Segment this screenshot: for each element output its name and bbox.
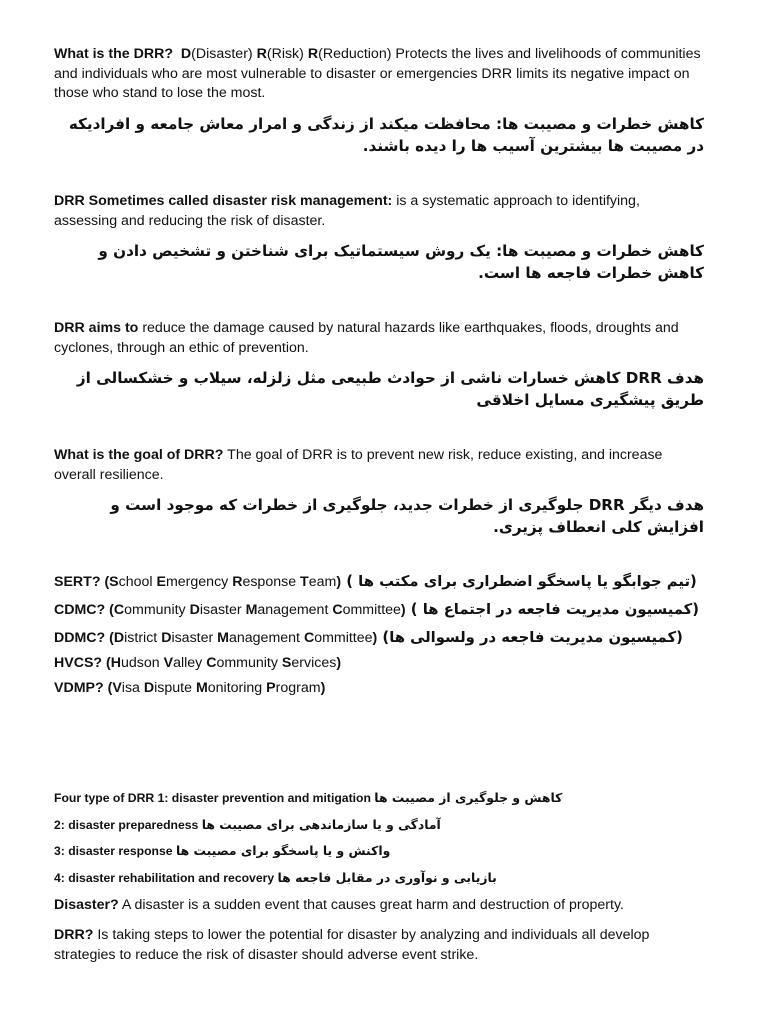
- abbreviation-initial: C: [113, 602, 125, 618]
- abbreviation-word-rest: esponse: [242, 574, 301, 590]
- abbreviation-initial: M: [217, 630, 229, 646]
- abbreviation-word-rest: udson: [121, 655, 164, 671]
- drr-type-persian: آمادگی و یا سازماندهی برای مصیبت ها: [201, 816, 441, 832]
- abbreviation-initial: D: [143, 680, 155, 696]
- abbreviation-initial: E: [156, 574, 166, 590]
- abbreviation-word-rest: mergency: [165, 574, 233, 590]
- abbreviation-initial: V: [163, 655, 174, 671]
- section-drr-steps: [54, 926, 704, 965]
- abbreviation-item: [54, 678, 704, 698]
- abbreviation-initial: V: [112, 680, 122, 696]
- question-label: What is the goal of DRR?: [54, 447, 224, 463]
- abbreviation-word-rest: alley: [173, 655, 207, 671]
- persian-translation: ( کمیسیون مدیریت فاجعه در اجتماع ها): [405, 601, 700, 618]
- abbreviation-word-rest: istrict: [124, 630, 162, 646]
- definition-text: Protects the lives and livelihoods of communities and individuals who are most vulnerable to disaster or emergencies DRR limits its negative impact on those who stand to lose the most.: [54, 46, 701, 101]
- abbreviation-word-rest: isaster: [171, 630, 218, 646]
- abbreviation-code: CDMC? (: [54, 602, 114, 618]
- abbreviation-item: [54, 600, 704, 620]
- abbreviation-initial: C: [332, 602, 343, 618]
- drr-type-english: 4: disaster rehabilitation and recovery: [54, 870, 275, 885]
- abbreviation-word-rest: eam: [308, 574, 337, 590]
- question-label: DRR?: [54, 927, 94, 943]
- abbreviation-word-rest: ommittee: [314, 630, 373, 646]
- abbreviation-initial: D: [113, 630, 125, 646]
- abbreviation-word-rest: ommittee: [342, 602, 401, 618]
- question-label: DRR aims to: [54, 320, 139, 336]
- abbreviation-code: SERT? (: [54, 574, 110, 590]
- drr-aims-paragraph: [54, 319, 704, 358]
- definition-text: is a systematic approach to identifying, assessing and reducing the risk of disaster.: [54, 193, 640, 229]
- abbreviation-initial: C: [303, 630, 315, 646]
- drr-type-item: [54, 870, 704, 886]
- abbreviation-word-rest: ommunity: [124, 602, 190, 618]
- drr-type-english: 3: disaster response: [54, 844, 173, 858]
- abbreviation-word-rest: onitoring: [207, 680, 267, 696]
- abbreviation-initial: T: [300, 574, 309, 590]
- persian-translation: هدف دیگر DRR جلوگیری از خطرات جدید، جلوگیری از خطرات که موجود است و افزایش کلی انعطاف پزیری.: [110, 496, 704, 536]
- abbreviation-close: ): [336, 655, 342, 671]
- abbreviation-code: HVCS? (: [54, 655, 111, 671]
- abbreviation-word-rest: isa: [121, 680, 144, 696]
- question-label: Disaster?: [54, 897, 119, 913]
- definition-text: A disaster is a sudden event that causes great harm and destruction of property.: [121, 897, 624, 913]
- abbreviation-initial: D: [189, 602, 200, 618]
- abbreviation-initial: M: [195, 680, 208, 696]
- abbreviation-word-rest: rogram: [275, 680, 321, 696]
- question-label: What is the DRR?: [54, 46, 174, 62]
- abbreviation-close: ): [336, 574, 342, 590]
- risk-management-paragraph: [54, 192, 704, 231]
- abbreviation-initial: C: [206, 655, 217, 671]
- abbreviation-initial: S: [281, 655, 292, 671]
- question-label: DRR Sometimes called disaster risk management:: [54, 193, 393, 209]
- abbreviation-item: [54, 628, 704, 648]
- section-drr-goal: [54, 446, 704, 538]
- abbreviation-word-rest: ommunity: [216, 655, 282, 671]
- section-what-is-drr: [54, 45, 704, 157]
- abbreviation-word-rest: ervices: [291, 655, 337, 671]
- abbreviation-close: ): [372, 630, 378, 646]
- abbreviation-word-rest: isaster: [199, 602, 246, 618]
- section-drr-aims: [54, 319, 704, 411]
- drr-type-item: [54, 817, 704, 833]
- abbreviation-initial: D: [161, 630, 172, 646]
- abbreviation-word-rest: chool: [118, 574, 157, 590]
- section-disaster: [54, 896, 704, 916]
- persian-translation: کاهش خطرات و مصیبت ها: یک روش سیستماتیک برای شناختن و تشخیص دادن و کاهش خطرات فاجعه ها است.: [98, 242, 704, 282]
- abbreviation-word-rest: ispute: [154, 680, 196, 696]
- disaster-definition: [54, 896, 704, 916]
- abbreviation-item: [54, 572, 704, 592]
- abbreviation-initial: H: [110, 655, 121, 671]
- drr-goal-paragraph: [54, 446, 704, 485]
- abbreviation-word-rest: anagement: [257, 602, 333, 618]
- abbreviation-list: [54, 572, 704, 698]
- drr-type-item: [54, 790, 704, 806]
- drr-type-item: [54, 843, 704, 859]
- drr-types-list: [54, 790, 704, 886]
- drr-type-english: 2: disaster preparedness: [54, 817, 199, 832]
- abbreviation-code: VDMP? (: [54, 680, 113, 696]
- abbreviation-code: DDMC? (: [54, 630, 114, 646]
- abbreviation-close: ): [320, 680, 326, 696]
- persian-translation: هدف DRR کاهش خسارات ناشی از حوادث طبیعی مثل زلزله، سیلاب و خشکسالی از طریق پیشگیری مسایل اخلاقی: [76, 369, 704, 409]
- abbreviation-initial: S: [109, 574, 119, 590]
- persian-translation: کاهش خطرات و مصیبت ها: محافظت میکند از زندگی و امرار معاش جامعه و افرادیکه در مصیبت ها بیشترین آسیب ها را دیده باشند.: [68, 114, 704, 155]
- drr-definition-paragraph: What is the DRR? D(Disaster) R(Risk) R(Reduction) Protects the lives and livelihoods of communities and individuals who are most vulnerable to disaster or emergencies DRR limits its negative impact on those who stand to lose the most.: [54, 46, 701, 101]
- abbreviation-initial: M: [245, 602, 258, 618]
- abbreviation-initial: P: [266, 680, 276, 696]
- persian-translation: (کمیسیون مدیریت فاجعه در ولسوالی ها): [377, 629, 683, 646]
- drr-type-persian: بازیابی و نوآوری در مقابل فاجعه ها: [277, 869, 497, 885]
- abbreviation-word-rest: anagement: [229, 630, 304, 646]
- drr-steps-definition: [54, 926, 704, 965]
- drr-type-english: Four type of DRR 1: disaster prevention and mitigation: [54, 791, 371, 805]
- abbreviation-close: ): [400, 602, 406, 618]
- definition-text: Is taking steps to lower the potential for disaster by analyzing and individuals all develop strategies to reduce the risk of disaster should adverse event strike.: [54, 927, 650, 963]
- persian-translation: ( تیم جوابگو یا پاسخگو اضطراری برای مکتب ها): [341, 573, 697, 590]
- abbreviation-initial: R: [232, 574, 243, 590]
- abbreviation-item: [54, 653, 704, 673]
- drr-type-persian: کاهش و جلوگیری از مصیبت ها: [374, 790, 563, 805]
- definition-text: reduce the damage caused by natural hazards like earthquakes, floods, droughts and cyclones, through an ethic of prevention.: [54, 320, 679, 356]
- definition-text: The goal of DRR is to prevent new risk, reduce existing, and increase overall resilience.: [54, 447, 663, 483]
- section-risk-management: [54, 192, 704, 284]
- drr-type-persian: واکنش و یا پاسخگو برای مصیبت ها: [175, 843, 391, 858]
